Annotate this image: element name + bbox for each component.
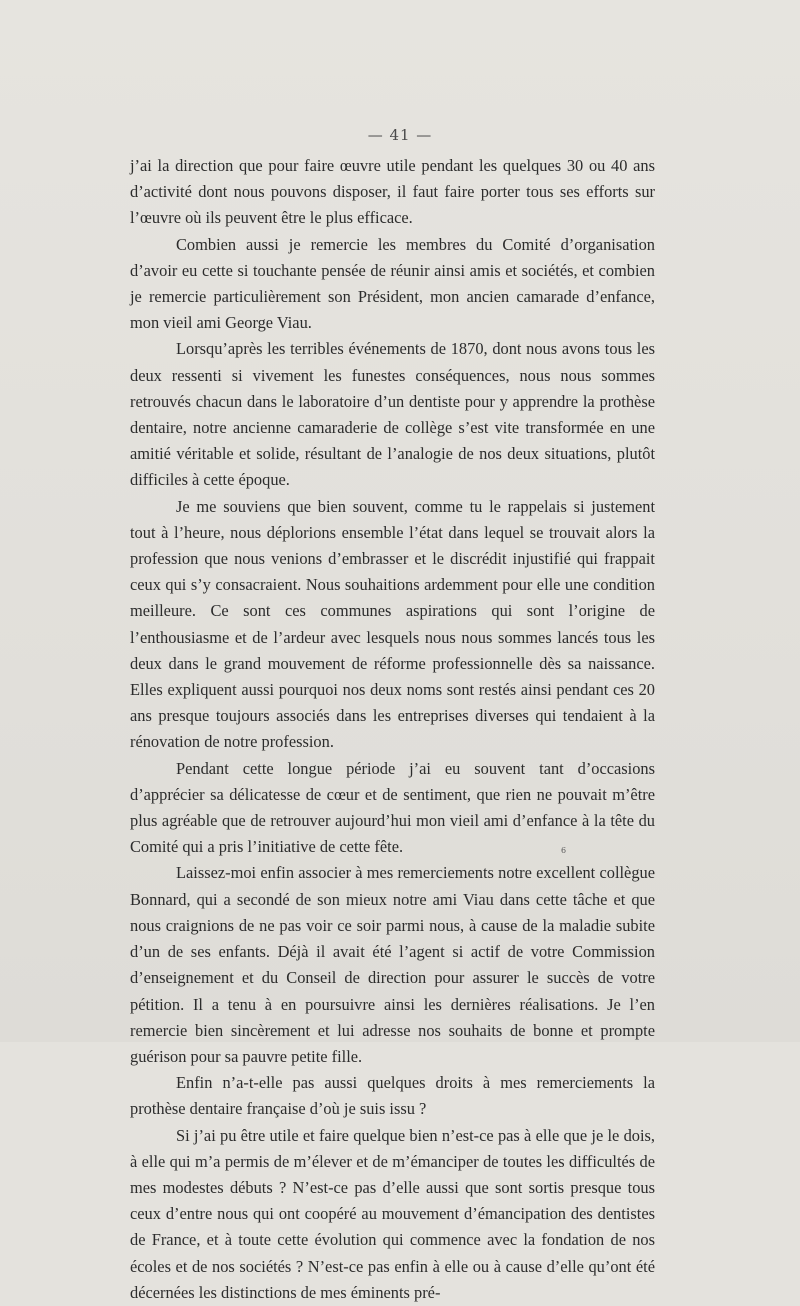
- paragraph-1: j’ai la direction que pour faire œuvre utile pendant les quelques 30 ou 40 ans d’activité dont nous pouvons disposer, il faut faire porter tous ses efforts sur l’œuvre où ils peuvent être le plus efficace.: [130, 156, 655, 228]
- body-text: [130, 153, 655, 1306]
- paragraph-8: Si j’ai pu être utile et faire quelque bien n’est-ce pas à elle que je le dois, à elle qui m’a permis de m’élever et de m’émanciper de toutes les difficultés de mes modestes débuts ? N’est-ce pas d’elle aussi que sont sortis presque tous ceux d’entre nous qui ont coopéré au mouvement d’émancipation des dentistes de France, et à toute cette évolution qui commence avec la fondation de nos écoles et de nos sociétés ? N’est-ce pas enfin à elle ou à cause d’elle qu’ont été décernées les distinctions de mes éminents pré-: [130, 1125, 655, 1302]
- paragraph-7: Enfin n’a-t-elle pas aussi quelques droits à mes remerciements la prothèse dentaire française d’où je suis issu ?: [130, 1073, 655, 1119]
- signature-mark: 6: [561, 846, 567, 855]
- paragraph-5: Pendant cette longue période j’ai eu souvent tant d’occasions d’apprécier sa délicatesse de cœur et de sentiment, que rien ne pouvait m’être plus agréable que de retrouver aujourd’hui mon vieil ami d’enfance à la tête du Comité qui a pris l’initiative de cette fête.: [130, 758, 655, 857]
- paragraph-4: Je me souviens que bien souvent, comme tu le rappelais si justement tout à l’heure, nous déplorions ensemble l’état dans lequel se trouvait alors la profession que nous venions d’embrasser et le discrédit injustifié qui frappait ceux qui s’y consacraient. Nous souhaitions ardemment pour elle une condition meilleure. Ce sont ces communes aspirations qui sont l’origine de l’enthousiasme et de l’ardeur avec lesquels nous nous sommes lancés tous les deux dans le grand mouvement de réforme professionnelle dès sa naissance. Elles expliquent aussi pourquoi nos deux noms sont restés ainsi pendant ces 20 ans presque toujours associés dans les entreprises diverses qui tendaient à la rénovation de notre profession.: [130, 496, 655, 752]
- paragraph-2: Combien aussi je remercie les membres du Comité d’organisation d’avoir eu cette si touchante pensée de réunir ainsi amis et sociétés, et combien je remercie particulièrement son Président, mon ancien camarade d’enfance, mon vieil ami George Viau.: [130, 234, 655, 333]
- page-number: — 41 —: [367, 126, 433, 144]
- paragraph-3: Lorsqu’après les terribles événements de 1870, dont nous avons tous les deux ressenti si vivement les funestes conséquences, nous nous sommes retrouvés chacun dans le laboratoire d’un dentiste pour y apprendre la prothèse dentaire, notre ancienne camaraderie de collège s’est vite transformée en une amitié véritable et solide, résultant de l’analogie de nos deux situations, plutôt difficiles à cette époque.: [130, 339, 655, 490]
- paragraph-6: Laissez-moi enfin associer à mes remerciements notre excellent collègue Bonnard, qui a secondé de son mieux notre ami Viau dans cette tâche et que nous craignions de ne pas voir ce soir parmi nous, à cause de la maladie subite d’un de ses enfants. Déjà il avait été l’agent si actif de votre Commission d’enseignement et du Conseil de direction pour assurer le succès de votre pétition. Il a tenu à en poursuivre ainsi les dernières réalisations. Je l’en remercie bien sincèrement et lui adresse nos souhaits de bonne et prompte guérison pour sa pauvre petite fille.: [130, 863, 655, 1066]
